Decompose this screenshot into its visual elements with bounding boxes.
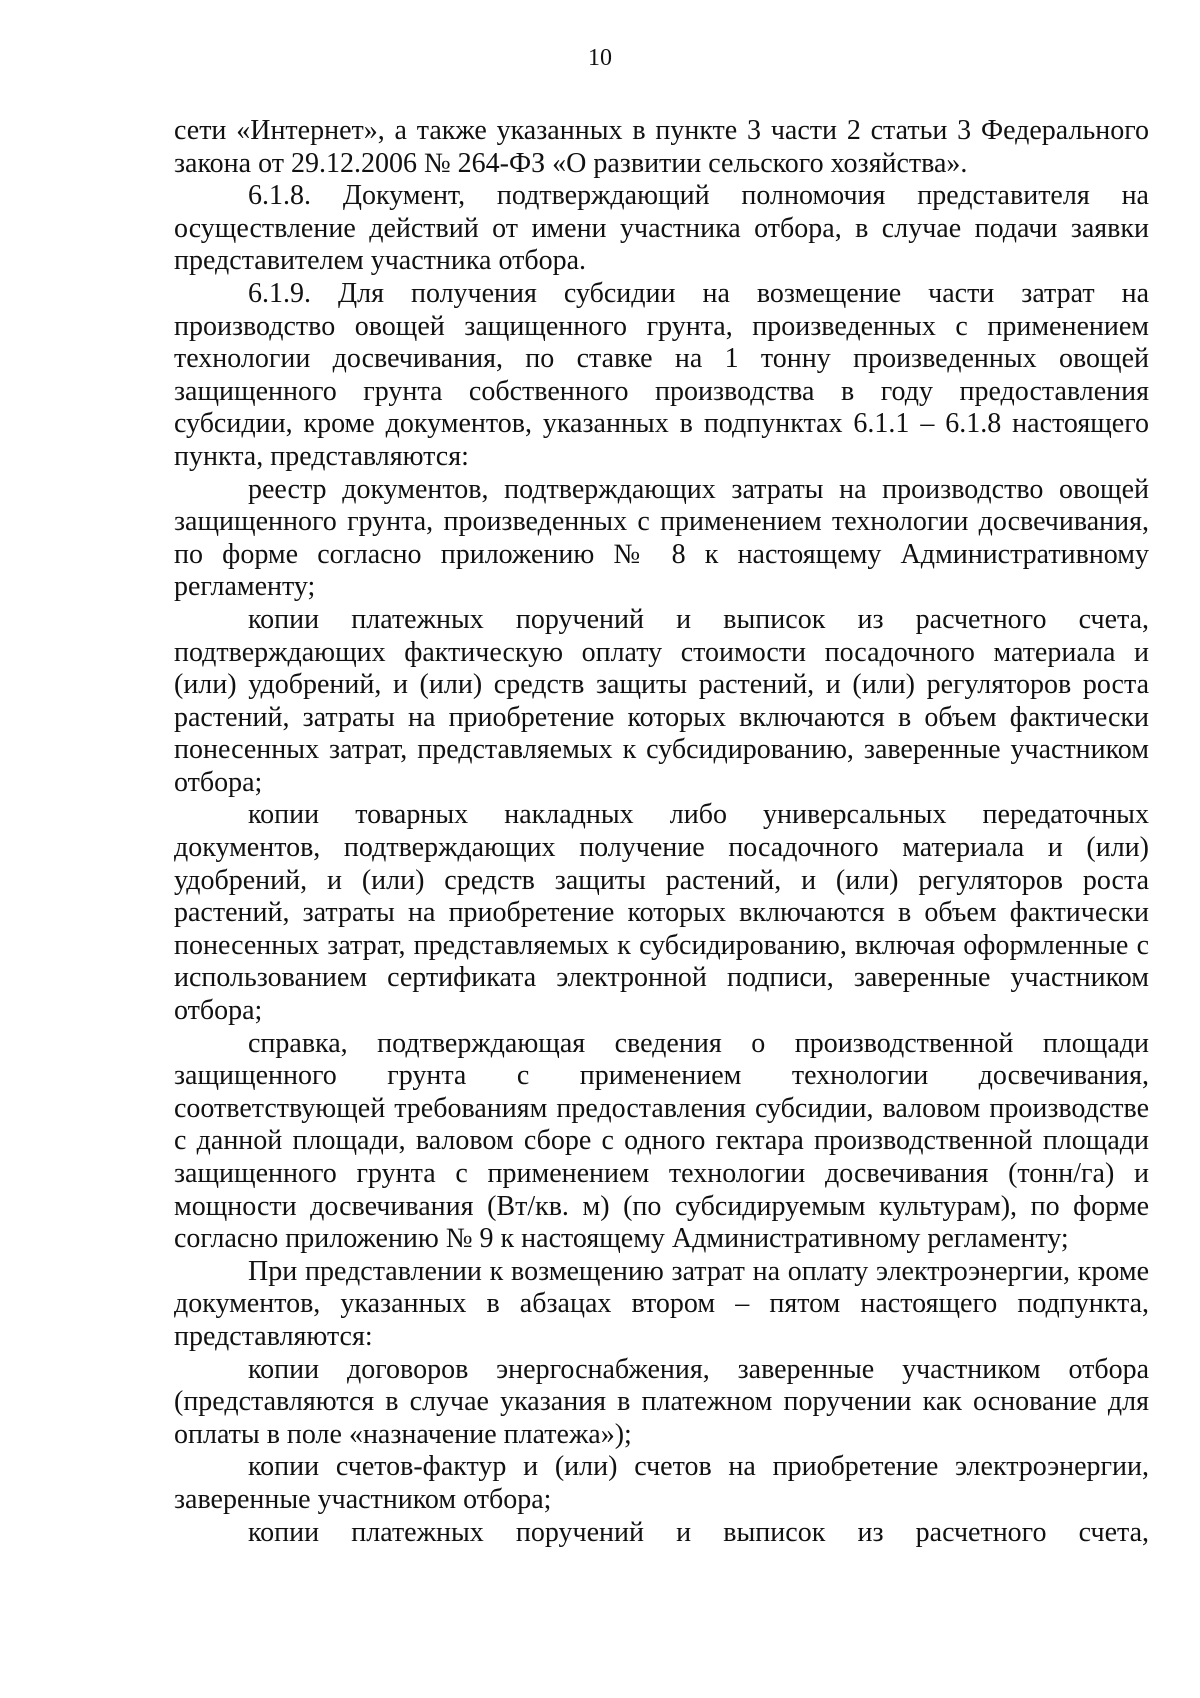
paragraph-payment-copies: копии платежных поручений и выписок из расчетного счета, подтверждающих фактическую оплату стоимости посадочного материала и (или) удобрений, и (или) средств защиты растений, и (или) регуляторов роста растений, затраты на приобретение которых включаются в объем фактически понесенных затрат, представляемых к субсидированию, заверенные участником отбора;: [174, 603, 1149, 798]
paragraph-invoices: копии счетов-фактур и (или) счетов на приобретение электроэнергии, заверенные участником отбора;: [174, 1451, 1149, 1515]
paragraph-registry: реестр документов, подтверждающих затраты на производство овощей защищенного грунта, произведенных с применением технологии досвечивания, по форме согласно приложению № 8 к настоящему Административному регламенту;: [174, 473, 1149, 603]
page-number: 10: [588, 45, 612, 71]
paragraph-continuation: сети «Интернет», а также указанных в пункте 3 части 2 статьи 3 Федерального закона от 29.12.2006 № 264-ФЗ «О развитии сельского хозяйства».: [174, 115, 1149, 179]
paragraph-6-1-8: 6.1.8. Документ, подтверждающий полномочия представителя на осуществление действий от имени участника отбора, в случае подачи заявки представителем участника отбора.: [174, 180, 1149, 277]
paragraph-supply-contracts: копии договоров энергоснабжения, заверенные участником отбора (представляются в случае указания в платежном поручении как основание для оплаты в поле «назначение платежа»);: [174, 1353, 1149, 1450]
paragraph-waybill-copies: копии товарных накладных либо универсальных передаточных документов, подтверждающих получение посадочного материала и (или) удобрений, и (или) средств защиты растений, и (или) регуляторов роста растений, затраты на приобретение которых включаются в объем фактически понесенных затрат, представляемых к субсидированию, включая оформленные с использованием сертификата электронной подписи, заверенные участником отбора;: [174, 799, 1149, 1027]
paragraph-payment-orders: копии платежных поручений и выписок из расчетного счета,: [248, 1516, 1149, 1548]
document-body: [174, 115, 1149, 1549]
paragraph-certificate: справка, подтверждающая сведения о производственной площади защищенного грунта с применением технологии досвечивания, соответствующей требованиям предоставления субсидии, валовом производстве с данной площади, валовом сборе с одного гектара производственной площади защищенного грунта с применением технологии досвечивания (тонн/га) и мощности досвечивания (Вт/кв. м) (по субсидируемым культурам), по форме согласно приложению № 9 к настоящему Административному регламенту;: [174, 1027, 1149, 1255]
paragraph-electricity: При представлении к возмещению затрат на оплату электроэнергии, кроме документов, указанных в абзацах втором – пятом настоящего подпункта, представляются:: [174, 1255, 1149, 1352]
paragraph-6-1-9: 6.1.9. Для получения субсидии на возмещение части затрат на производство овощей защищенного грунта, произведенных с применением технологии досвечивания, по ставке на 1 тонну произведенных овощей защищенного грунта собственного производства в году предоставления субсидии, кроме документов, указанных в подпунктах 6.1.1 – 6.1.8 настоящего пункта, представляются:: [174, 277, 1149, 472]
